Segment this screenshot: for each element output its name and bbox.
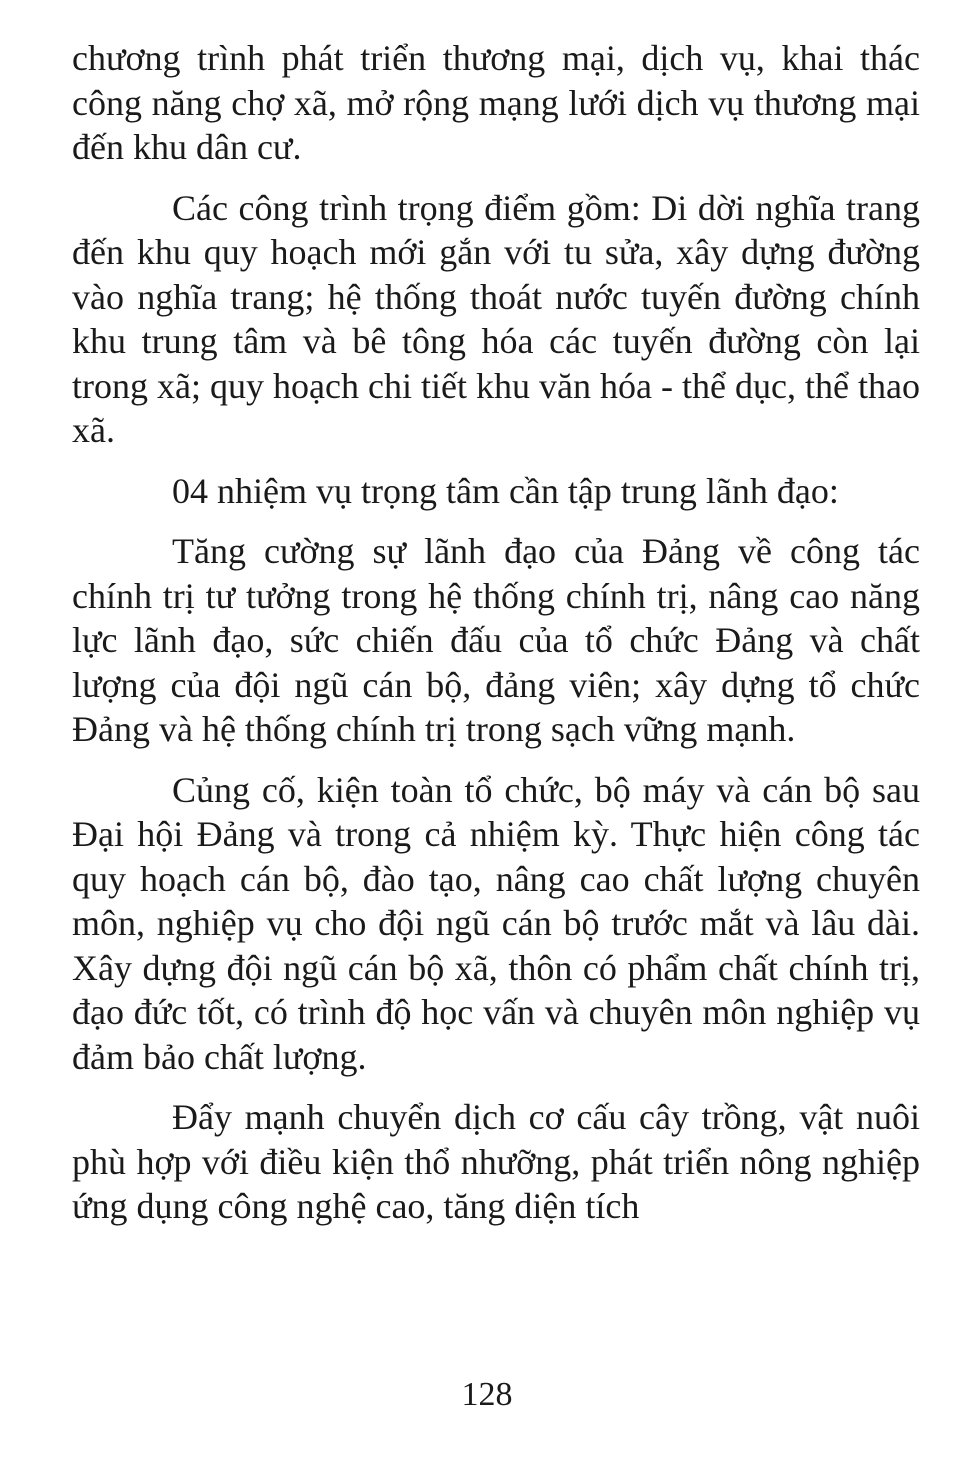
- body-text: [72, 36, 920, 1245]
- paragraph-tasks-heading: 04 nhiệm vụ trọng tâm cần tập trung lãnh đạo:: [172, 470, 839, 511]
- paragraph-continuation: chương trình phát triển thương mại, dịch vụ, khai thác công năng chợ xã, mở rộng mạng lưới dịch vụ thương mại đến khu dân cư.: [72, 38, 920, 167]
- page-number: 128: [461, 1376, 513, 1413]
- paragraph-party-leadership: Tăng cường sự lãnh đạo của Đảng về công tác chính trị tư tưởng trong hệ thống chính trị, nâng cao năng lực lãnh đạo, sức chiến đấu của tổ chức Đảng và chất lượng của đội ngũ cán bộ, đảng viên; xây dựng tổ chức Đảng và hệ thống chính trị trong sạch vững mạnh.: [72, 531, 920, 749]
- paragraph-agriculture: Đẩy mạnh chuyển dịch cơ cấu cây trồng, vật nuôi phù hợp với điều kiện thổ nhưỡng, phát triển nông nghiệp ứng dụng công nghệ cao, tăng diện tích: [72, 1097, 920, 1226]
- paragraph-key-projects: Các công trình trọng điểm gồm: Di dời nghĩa trang đến khu quy hoạch mới gắn với tu sửa, xây dựng đường vào nghĩa trang; hệ thống thoát nước tuyến đường chính khu trung tâm và bê tông hóa các tuyến đường còn lại trong xã; quy hoạch chi tiết khu văn hóa - thể dục, thể thao xã.: [72, 187, 920, 450]
- paragraph-cadre-organization: Củng cố, kiện toàn tổ chức, bộ máy và cán bộ sau Đại hội Đảng và trong cả nhiệm kỳ. Thực hiện công tác quy hoạch cán bộ, đào tạo, nâng cao chất lượng chuyên môn, nghiệp vụ cho đội ngũ cán bộ trước mắt và lâu dài. Xây dựng đội ngũ cán bộ xã, thôn có phẩm chất chính trị, đạo đức tốt, có trình độ học vấn và chuyên môn nghiệp vụ đảm bảo chất lượng.: [72, 769, 920, 1077]
